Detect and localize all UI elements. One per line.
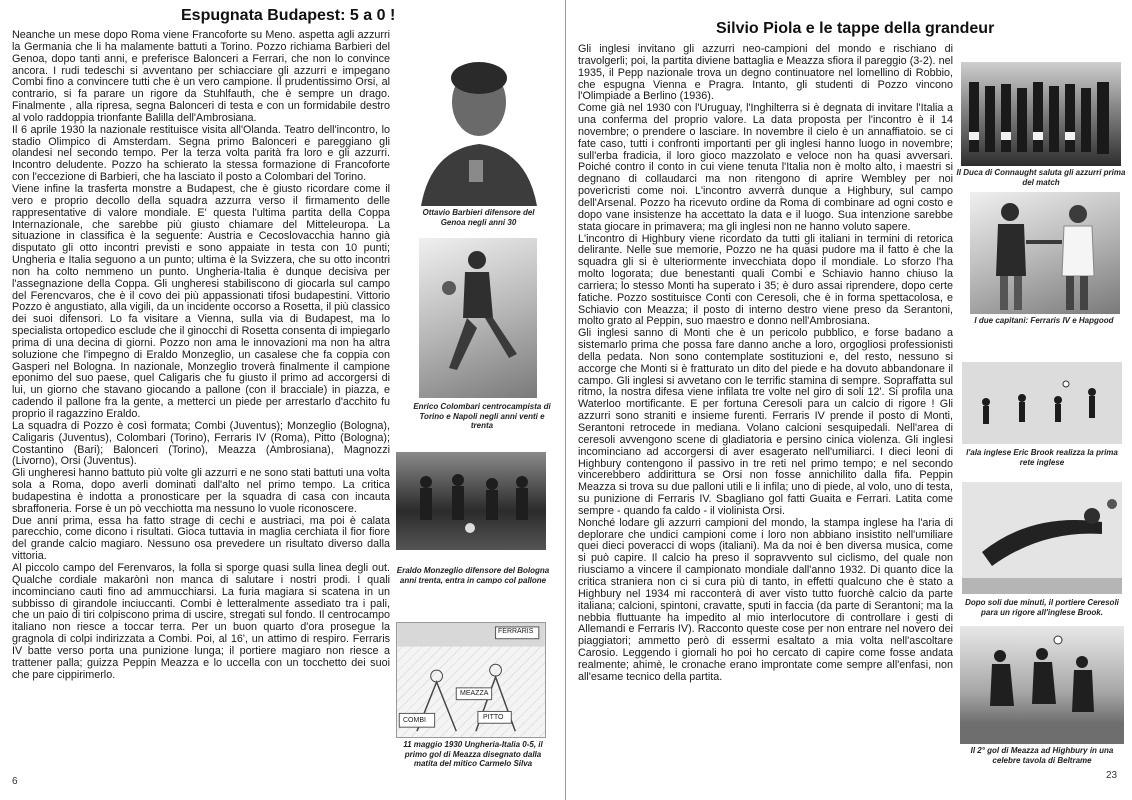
paragraph: Gli inglesi invitano gli azzurri neo-campioni del mondo e rischiano di travolgerli; poi, la partita diviene battaglia e Meazza sfiora il pareggio (3-2). nel 1935, il Pepp nazionale trova un degno continuatore nel lomellino di Robbio, che espugna Vienna e Pragra. Intanto, gli studenti di Pozzo vincono l'Olimpiade a Berlino (1936). (578, 44, 953, 103)
paragraph: Gli ungheresi hanno battuto più volte gli azzurri e ne sono stati battuti una volta sola a Roma, dopo averli dominati dall'alto nel primo tempo. La critica budapestina è indotta a pronosticare per la squadra di casa con incauta sbraffoneria. Forse è un pò vecchiotta ma nessuno lo vuole riconoscere. (12, 467, 390, 515)
figure-sketch-meazza-goal (392, 622, 554, 780)
header-goal-illustration (960, 626, 1124, 744)
left-page-title: Espugnata Budapest: 5 a 0 ! (181, 7, 396, 24)
figure-duca-connaught (956, 62, 1126, 190)
player-kicking-illustration (419, 238, 537, 398)
paragraph: Due anni prima, essa ha fatto strage di cechi e austriaci, ma poi è calata parecchio, come dicono i risultati. Gioca tuttavia in maglia cerchiata il fior fiore del grande calcio magiaro. Nessuno osa prevedere un risultato diverso dalla vittoria. (12, 514, 390, 563)
lineup-photo (961, 62, 1121, 166)
paragraph: Gli inglesi sanno di Monti che è un pericolo pubblico, e forse badano a sistemarlo prima che possa fare danno anche a loro, orgogliosi professionisti della pedata. Non sono contemplate sostituzioni e, del resto, nessuno si accorge che Monti si è fratturato un dito del piede e ha dovuto abbandonare il campo. Gli inglesi si avvetano con le terrific stamina di sempre. Sopraffatta sul ritmo, la nostra difesa viene infilata tre volte nel giro di soli 12'. Si profila una Waterloo mortificante. E per fortuna Ceresoli para un calcio di rigore ! Gli azzurri sono straniti e insieme furenti. Ferraris IV prende il posto di Monti, Serantoni retrocede in mediana. Volano calcioni sesquipedali. Nell'area di ceresoli avvengono scene di gladiatoria e persino cinica violenza. Gli inglesi incominciano ad accorgersi di aver esagerato nell'umiliarci. I dieci leoni di Highbury contengono il passivo in tre reti nel primo tempo; e nel secondo vincerebbero addirittura se Orsi non fosse annichilito dalla fifa. Peppin Meazza si trova su due palloni utili e li infila; uno di piede, al volo, uno di testa, su punizione di Ferraris IV. Sbagliano gol fatti Guaita e Ferrari. Latita come sempre - quando fa caldo - il violinista Orsi. (578, 327, 953, 517)
sketch-label-ferraris: FERRARIS (498, 628, 534, 635)
sketch-label-meazza: MEAZZA (460, 690, 489, 697)
paragraph: Il 6 aprile 1930 la nazionale restituisce visita all'Olanda. Teatro dell'incontro, lo stadio Olimpico di Amsterdam. Segna primo Balonceri e pareggiano gli olandesi nel secondo tempo. Per la terza volta parità fra loro e gli azzurri. Incontro deludente. Pozzo ha schierato la stessa formazione di Francoforte con l'eccezione di Barbieri, che ha lasciato il posto a Colombari del Torino. (12, 123, 390, 184)
keeper-dive-illustration (962, 482, 1122, 594)
figure-caption: 11 maggio 1930 Ungheria-Italia 0-5, il primo gol di Meazza disegnato dalla matita del mitico Carmelo Silva (403, 740, 543, 768)
figure-caption: Ottavio Barbieri difensore del Genoa negli anni 30 (422, 208, 535, 227)
figure-monzeglio (392, 452, 554, 584)
page-number: 23 (1106, 770, 1118, 781)
figure-caption: I due capitani: Ferraris IV e Hapgood (974, 316, 1114, 325)
figure-caption: Il Duca di Connaught saluta gli azzurri prima del match (956, 168, 1126, 187)
figure-caption: Il 2° gol di Meazza ad Highbury in una celebre tavola di Beltrame (970, 746, 1114, 765)
team-entering-photo (396, 452, 546, 550)
figure-caption: Enrico Colombari centrocampista di Torino e Napoli negli anni venti e trenta (413, 402, 551, 430)
figure-eric-brook (958, 362, 1126, 470)
paragraph: Viene infine la trasferta monstre a Budapest, che è giusto ricordare come il vero e proprio decollo della squadra azzurra verso il firmamento delle rappresentative di valore mondiale. E' questa l'ultima partita della Coppa Internazionale, che sarebbe più giusto chiamare del Mitteleuropa. La situazione in classifica è la seguente: Austria e Cecoslovacchia hanno già disputato gli otto incontri previsti e sono appaiate in testa con 10 punti; Ungheria e Italia seguono a un punto; ultima è la Svizzera, che su otto incontri non ha colto nemmeno un punto. Ungheria-Italia è dunque decisiva per l'assegnazione della Coppa. Gli ungheresi stabiliscono di giocarla sul campo del Ferencvaros, che è il covo dei più appassionati tifosi budapestini. Vittorio Pozzo è angustiato, alla vigili, da un incidente occorso a Rosetta, il più classico dei suoi difensori. Lo fa visitare a Vienna, sulla via di Budapest, ma lo specialista ortopedico esclude che il ginocchi di Rosetta consenta di impiegarlo prima di una decina di giorni. Pozzo non ama le innovazioni ma non ha altra soluzione che l'impegno di Eraldo Monzeglio, un casalese che fa coppia con Gasperi nel Bologna. In nazionale, Monzeglio troverà finalmente il campione eponimo del suo paese, quel Caligaris che fu giusto il primo ad accorgersi di lui, un giorno che stavano giocando a pallone (con il bracciale) in piazza, e cadendo il pallone fra la gente, a metterci un piede per arrestarlo d'acchito fu proprio il ragazzino Eraldo. (12, 182, 390, 420)
figure-caption: Dopo soli due minuti, il portiere Ceresoli para un rigore all'inglese Brook. (965, 598, 1119, 617)
beltrame-illustration-photo (960, 626, 1124, 744)
portrait-photo (411, 40, 546, 206)
figure-caption: l'ala inglese Eric Brook realizza la prima rete inglese (966, 448, 1118, 467)
figure-caption: Eraldo Monzeglio difensore del Bologna anni trenta, entra in campo col pallone (396, 566, 550, 584)
lineup-illustration (961, 62, 1121, 166)
right-page (566, 0, 1132, 800)
portrait-illustration (411, 40, 546, 206)
figure-capitani (964, 192, 1124, 326)
paragraph: Al piccolo campo del Ferenvaros, la folla si sporge quasi sulla linea degli out. Qualche cordiale makarònì non manca di salutare i nostri prodi. I quali incominciano cauti fino ad ammucchiarsi. La furia magiara si scatena in un subbisso di girandole inciuccanti. Combi è letteralmente assediato tra i pali, che un paio di tiri colpiscono prima di uscire, stregati sul fondo. Il centrocampo italiano non riesce a toccar terra. Per un buon quarto d'ora prosegue la gragnola di colpi indirizzata a Combi. Poi, al 16', un attimo di respiro. Ferraris IV batte verso porta una punizione lunga; il portiere magiaro non riesce a trattener palla; guizza Peppin Meazza e lo uccella con un tocchetto dei suoi che pare cippirimerlo. (12, 561, 390, 681)
paragraph: L'incontro di Highbury viene ricordato da tutti gli italiani in termini di retorica delirante. Nelle sue memorie, Pozzo ne ha quasi pudore ma il fatto è che la squadra gli si è ulteriormente invecchiata dopo il mondiale. Lo sforzo l'ha molto logorata; due benestanti quali Combi e Schiavio hanno chiuso la carriera; lo stesso Monti ha superato i 35; è duro assai riprendere, dopo certe fatiche. Pozzo sostituisce Conti con Ceresoli, che è in forma spettacolosa, e Schiavio con Meazza; il posto di interno destro viene preso da Serantoni, molto grato al Peppin, suo maestro e donno nell'Ambrosiana. (578, 232, 953, 328)
players-illustration (396, 452, 546, 550)
goal-illustration (962, 362, 1122, 444)
captains-illustration (970, 192, 1120, 314)
figure-colombari (412, 238, 552, 438)
right-page-title: Silvio Piola e le tappe della grandeur (716, 20, 995, 37)
action-photo (419, 238, 537, 398)
figure-meazza-beltrame (956, 626, 1128, 772)
figure-barbieri (411, 40, 546, 236)
paragraph: Come già nel 1930 con l'Uruguay, l'Inghilterra si è degnata di invitare l'Italia a una conferma del proprio valore. La data proposta per l'incontro è il 14 novembre; o prendere o lasciare. In novembre il cielo è un annaffiatoio. se ci fate caso, tutti i confronti importanti per gli inglesi hanno luogo in novembre; sull'erba fradicia, il loro gioco mazzolato e veloce non ha quasi avversari. Poiché contro il conto in cui viene tenuta l'Italia non è molto alto, i maestri si degnano di collaudarci ma non ritengono di aprire Wembley per noi poverìcristi come noi. L'incontro avverrà dunque a Highbury, sul campo dell'Arsenal. Pozzo ha ricevuto ordine da Roma di combinare ad ogni costo e dopo vane insistenze ha accettato la data e il luogo. Sua intenzione sarebbe stata giocare in primavera; ma gli inglesi non ne hanno voluto sapere. (578, 102, 953, 233)
paragraph: Nonché lodare gli azzurri campioni del mondo, la stampa inglese ha l'aria di deplorare che undici campioni come i loro non abbiano insistito nell'umiliare quei dieci poveracci di wops (italiani). Ma da noi è ben diversa musica, come si può capire. Il calcio ha preso il sopravvento sul ciclismo, del quale non riusciamo a vincere il campionato mondiale dall'anno 1932. Di quanto dice la critica straniera non ci si cura più di tanto, in effetti qualcuno che è stato a Highbury nel 1934 mi racconterà di aver visto tutto fuorchè calcio da parte italiana; calcioni, spintoni, cravatte, sputi in faccia (da parte di Serantoni; ma la nebbia fluttuante ha impedito al mio interlocutore di controllare i gesti di Allemandi e Ferraris IV). Racconto queste cose per non entrare nel novero dei piaggiatori; ammetto però di essermi esaltato a mia volta nell'ascoltare Carosio. Leggendo i giornali ho poi ho cercato di capire come fosse andata realmente; ahimè, le cronache erano improntate come sempre all'enfasi, non all'esame tecnico della partita. (578, 516, 953, 683)
paragraph: Neanche un mese dopo Roma viene Francoforte su Meno. aspetta agli azzurri la Germania che li ha malamente battuti a Torino. Pozzo richiama Barbieri del Genoa, dopo tanti anni, e preferisce Balonceri a Ferrari, che non lo convince ancora. I rudi tedeschi si avventano per schiacciare gli azzurri e impegano Combi fino a convincere tutti che è un vero campione. Il prudentissimo Orsi, al contrario, si fa parare un rigore da Stuhlfauth, che è sempre un drago. Finalmente , alla ripresa, segna Balonceri di testa e con un formidabile destro al volo raddoppia trionfante Balilla dell'Ambrosiana. (12, 30, 390, 124)
figure-ceresoli (958, 482, 1126, 620)
captains-photo (970, 192, 1120, 314)
penalty-save-photo (962, 482, 1122, 594)
right-article-body (578, 44, 953, 786)
sketch-drawing (396, 622, 546, 738)
left-article-body (12, 30, 390, 772)
sketch-label-pitto: PITTO (483, 714, 504, 721)
page-number: 6 (12, 776, 18, 787)
goal-photo (962, 362, 1122, 444)
sketch-label-combi: COMBI (403, 717, 426, 724)
paragraph: La squadra di Pozzo è così formata; Combi (Juventus); Monzeglio (Bologna), Caligaris (Juventus), Colombari (Torino), Ferraris IV (Roma), Pitto (Bologna); Costantino (Bari); Balonceri (Torino), Meazza (Ambrosiana), Magnozzi (Livorno), Orsi (Juventus). (12, 419, 390, 468)
